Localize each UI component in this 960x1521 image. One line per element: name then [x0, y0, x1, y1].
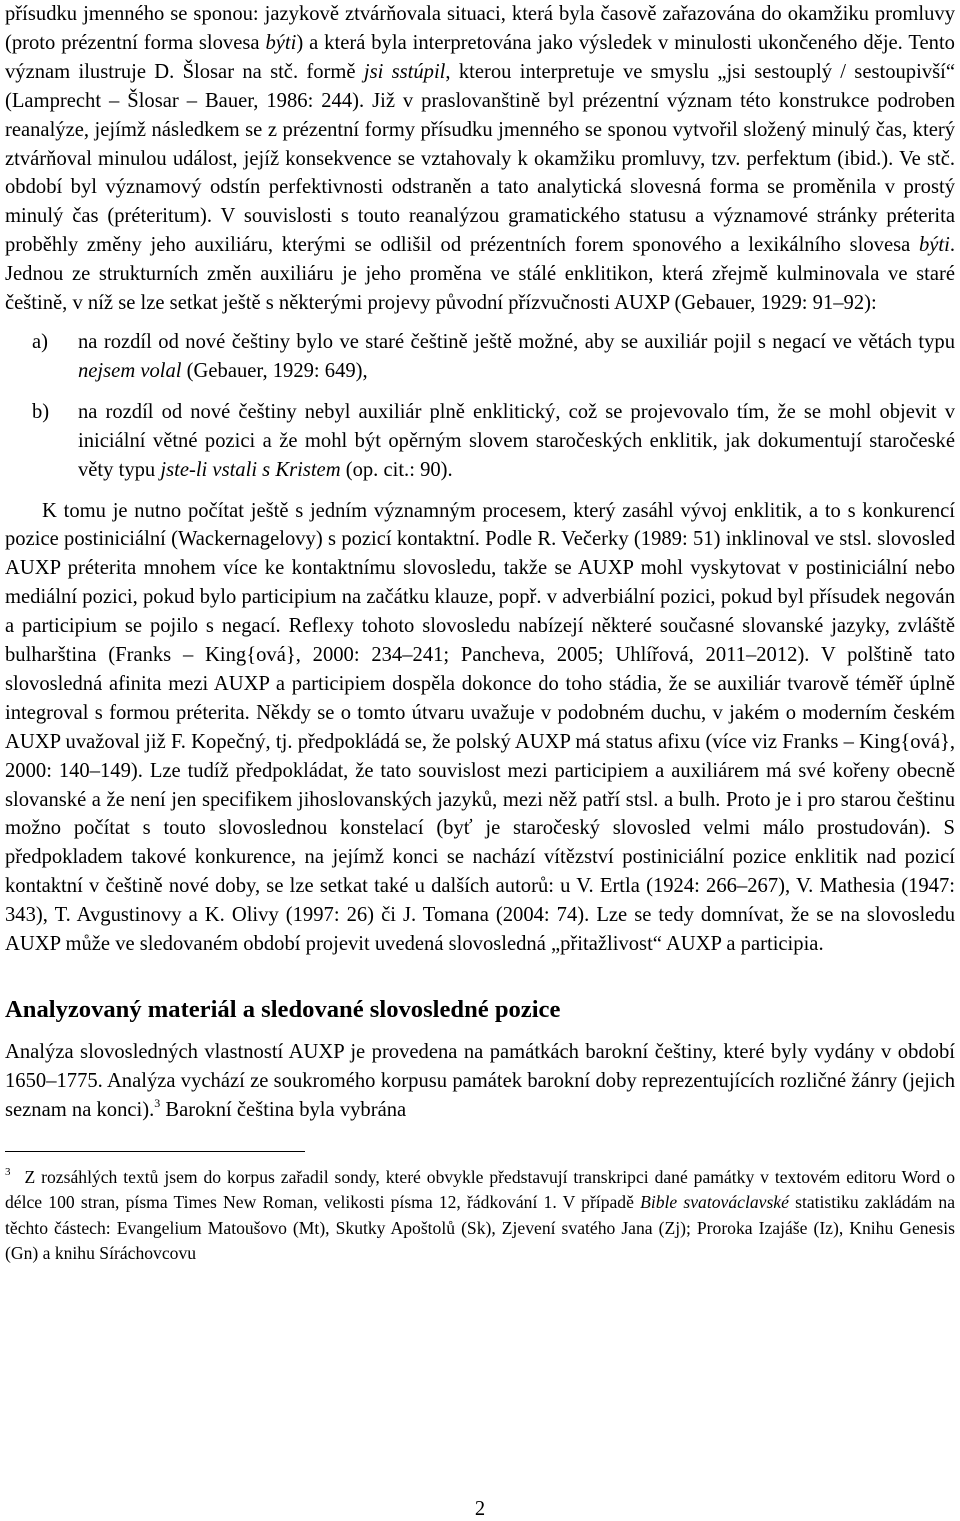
section-heading: Analyzovaný materiál a sledované slovosledné pozice	[5, 996, 561, 1023]
text-run: Barokní čeština byla vybrána	[160, 1098, 407, 1121]
italic-example: nejsem volal	[78, 359, 182, 382]
text-run: ) a která byla interpretována jako výsledek v minulosti ukončeného děje. Tento význam ilustruje D. Šlosar na stč. formě	[5, 31, 955, 83]
text-run: (Gebauer, 1929: 649),	[181, 359, 368, 382]
list-item	[5, 328, 955, 386]
paragraph-word-order-competition: K tomu je nutno počítat ještě s jedním významným procesem, který zasáhl vývoj enklitik, a to s konkurencí pozice postiniciální (Wackernagelovy) s pozicí kontaktní. Podle R. Večerky (1989: 51) inklinoval ve stsl. slovosled AUXP préterita mnohem více ke kontaktnímu slovosledu, takže se AUXP mohl vyskytovat v postiniciální nebo mediální pozici, pokud bylo participium na začátku klauze, popř. v adverbiální pozici, pokud byl přísudek negován a participium se pojilo s negací. Reflexy tohoto slovosledu nabízejí některé současné slovanské jazyky, zvláště bulharština (Franks – King{ová}, 2000: 234–241; Pancheva, 2005; Uhlířová, 2011–2012). V polštině tato slovosledná afinita mezi AUXP a participiem dospěla dokonce do toho stádia, že se auxiliár tvarově téměř úplně integroval s formou préterita. Někdy se o tomto útvaru uvažuje v podobném duchu, v jakém o moderním českém AUXP uvažoval již F. Kopečný, tj. předpokládá se, že polský AUXP má status afixu (více viz Franks – King{ová}, 2000: 140–149). Lze tudíž předpokládat, že tato souvislost mezi participiem a auxiliárem má své kořeny obecně slovanské a že není jen specifikem jihoslovanských jazyků, mezi něž patří stsl. a bulh. Proto je i pro starou češtinu možno počítat s touto slovoslednou konstelací (byť je staročeský slovosled velmi málo prostudován). S předpokladem takové konkurence, na jejímž konci se nachází vítězství postiniciální pozice enklitik nad pozicí kontaktní v češtině nové doby, se lze setkat také u dalších autorů: u V. Ertla (1924: 266–267), V. Mathesia (1947: 343), T. Avgustinovy a K. Olivy (1997: 26) či J. Tomana (2004: 74). Lze se tedy domnívat, že se na slovosledu AUXP může ve sledovaném období projevit uvedená slovosledná „přitažlivost“ AUXP a participia.	[5, 499, 955, 956]
footnote	[5, 1160, 955, 1267]
text-run: . Jednou ze strukturních změn auxiliáru je jeho proměna ve stálé enklitikon, která zřejmě kulminovala ve staré češtině, v níž se lze setkat ještě s některými projevy původní přízvučnosti AUXP (Gebauer, 1929: 91–92):	[5, 234, 955, 315]
list-marker: b)	[32, 400, 50, 423]
list-marker: a)	[32, 330, 48, 353]
footnote-separator	[5, 1151, 305, 1152]
document-page	[5, 0, 955, 1267]
italic-term: jsi sstúpil	[363, 60, 446, 83]
list-item	[5, 398, 955, 485]
paragraph-perfect-reanalysis	[5, 0, 955, 318]
italic-term: býti	[265, 31, 297, 54]
italic-term: býti	[918, 234, 950, 257]
page-number: 2	[474, 1498, 486, 1520]
footnote-mark: 3	[5, 1165, 11, 1178]
paragraph-material	[5, 1038, 955, 1125]
text-run: na rozdíl od nové češtiny bylo ve staré češtině ještě možné, aby se auxiliár pojil s negací ve větách typu	[78, 330, 955, 353]
text-run: Analýza slovosledných vlastností AUXP je provedena na památkách barokní češtiny, které byly vydány v období 1650–1775. Analýza vychází ze soukromého korpusu památek barokní doby reprezentujících rozličné žánry (jejich seznam na konci).	[5, 1041, 955, 1121]
text-run: (op. cit.: 90).	[340, 458, 453, 481]
text-run: statistiku zakládám na těchto částech: Evangelium Matoušovo (Mt), Skutky Apoštolů (Sk), Zjevení svatého Jana (Zj); Proroka Izajáše (Iz), Knihu Genesis (Gn) a knihu Síráchovcovu	[5, 1192, 956, 1264]
italic-example: jste-li vstali s Kristem	[160, 458, 341, 481]
accent-features-list	[5, 328, 955, 485]
footnote-reference[interactable]: 3	[154, 1095, 161, 1110]
text-run: , kterou interpretuje ve smyslu „jsi sestouplý / sestoupivší“ (Lamprecht – Šlosar – Bauer, 1986: 244). Již v praslovanštině byl prézentní význam této konstrukce podroben reanalýze, jejímž následkem se z prézentní formy přísudku jmenného se sponou vytvořil složený minulý čas, který ztvárňoval minulou událost, jejíž konsekvence se vztahovaly k okamžiku promluvy, tzv. perfektum (ibid.). Ve stč. období byl významový odstín perfektivnosti odstraněn a tato analytická slovesná forma se proměnila v prostý minulý čas (préteritum). V souvislosti s touto reanalýzou gramatického statusu a významové stránky préterita proběhly změny jeho auxiliáru, kterými se odlišil od prézentních forem sponového a lexikálního slovesa	[5, 60, 955, 257]
text-run: Z rozsáhlých textů jsem do korpus zařadil sondy, které obvykle představují transkripci dané památky v textovém editoru Word o délce 100 stran, písma Times New Roman, velikosti písma 12, řádkování 1. V případě	[5, 1166, 955, 1213]
text-run: na rozdíl od nové češtiny nebyl auxiliár plně enklitický, což se projevovalo tím, že se mohl objevit v iniciální větné pozici a že mohl být opěrným slovem staročeských enklitik, jak dokumentují staročeské věty typu	[78, 400, 955, 481]
italic-title: Bible svatováclavské	[640, 1192, 789, 1213]
text-run: přísudku jmenného se sponou: jazykově ztvárňovala situaci, která byla časově zařazována do okamžiku promluvy (proto prézentní forma slovesa	[5, 3, 955, 54]
